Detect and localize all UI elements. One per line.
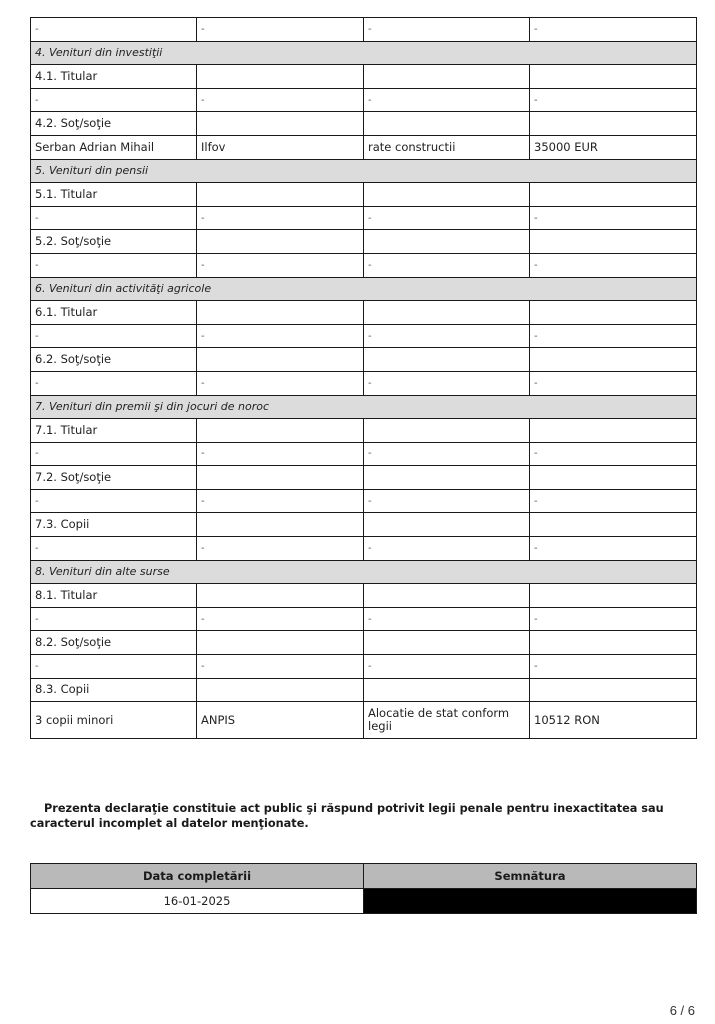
subsection-label-row [31,584,697,608]
service-cell: - [364,371,530,395]
table-row [31,88,697,112]
declaration-statement [30,801,700,831]
subsection-label-row [31,65,697,89]
service-cell: - [364,655,530,679]
service-cell: - [364,18,530,42]
empty-cell [364,631,530,655]
subsection-label-row [31,348,697,372]
source-cell: - [197,489,364,513]
declaration-statement-text: Prezenta declaraţie constituie act public şi răspund potrivit legii penale pentru inexactitatea sau caracterul incomplet al datelor menţionate. [30,802,664,830]
amount-cell: - [530,206,697,230]
service-cell: - [364,489,530,513]
empty-cell [364,112,530,136]
subsection-label-row [31,466,697,490]
empty-cell [197,513,364,537]
subsection-label: 8.1. Titular [31,584,197,608]
beneficiary-cell: - [31,371,197,395]
subsection-label: 7.2. Soţ/soţie [31,466,197,490]
section-header-row [31,41,697,65]
service-cell: Alocatie de stat conform legii [364,702,530,739]
income-table-body [31,18,697,739]
empty-cell [197,183,364,207]
source-cell: - [197,537,364,561]
signature-table [30,863,697,914]
empty-cell [197,348,364,372]
section-header-row [31,395,697,419]
beneficiary-cell: - [31,537,197,561]
section-header-row [31,159,697,183]
table-row [31,371,697,395]
empty-cell [364,584,530,608]
subsection-label-row [31,230,697,254]
service-cell: - [364,607,530,631]
date-header: Data completării [31,864,364,889]
empty-cell [197,65,364,89]
empty-cell [364,466,530,490]
section-header-row [31,277,697,301]
source-cell: - [197,371,364,395]
subsection-label: 7.3. Copii [31,513,197,537]
service-cell: - [364,442,530,466]
empty-cell [197,466,364,490]
beneficiary-cell: - [31,88,197,112]
amount-cell: - [530,371,697,395]
subsection-label-row [31,112,697,136]
source-cell: - [197,18,364,42]
empty-cell [197,584,364,608]
beneficiary-cell: - [31,206,197,230]
subsection-label-row [31,183,697,207]
amount-cell: - [530,442,697,466]
source-cell: - [197,655,364,679]
subsection-label: 5.2. Soţ/soţie [31,230,197,254]
beneficiary-cell: - [31,607,197,631]
empty-cell [530,230,697,254]
page-number: 6 / 6 [669,1003,695,1018]
source-cell: ANPIS [197,702,364,739]
empty-cell [364,183,530,207]
subsection-label: 6.2. Soţ/soţie [31,348,197,372]
empty-cell [364,419,530,443]
beneficiary-cell: - [31,18,197,42]
table-row [31,607,697,631]
subsection-label: 7.1. Titular [31,419,197,443]
amount-cell: - [530,537,697,561]
empty-cell [530,65,697,89]
empty-cell [364,301,530,325]
signature-header: Semnătura [364,864,697,889]
empty-cell [530,348,697,372]
section-title: 7. Venituri din premii şi din jocuri de noroc [31,395,697,419]
subsection-label-row [31,419,697,443]
table-row [31,324,697,348]
beneficiary-cell: - [31,489,197,513]
section-title: 6. Venituri din activităţi agricole [31,277,697,301]
amount-cell: - [530,324,697,348]
completion-date: 16-01-2025 [31,889,364,914]
empty-cell [197,678,364,702]
amount-cell: 35000 EUR [530,135,697,159]
empty-cell [530,631,697,655]
beneficiary-cell: - [31,253,197,277]
source-cell: - [197,442,364,466]
table-row [31,655,697,679]
table-row [31,135,697,159]
amount-cell: - [530,607,697,631]
amount-cell: 10512 RON [530,702,697,739]
source-cell: - [197,253,364,277]
table-row [31,206,697,230]
source-cell: - [197,607,364,631]
empty-cell [197,419,364,443]
source-cell: - [197,206,364,230]
amount-cell: - [530,489,697,513]
table-row [31,253,697,277]
section-title: 5. Venituri din pensii [31,159,697,183]
beneficiary-cell: - [31,655,197,679]
empty-cell [530,678,697,702]
amount-cell: - [530,655,697,679]
subsection-label-row [31,301,697,325]
empty-cell [197,230,364,254]
subsection-label: 4.2. Soţ/soţie [31,112,197,136]
subsection-label: 8.3. Copii [31,678,197,702]
section-title: 4. Venituri din investiţii [31,41,697,65]
income-table [30,17,697,739]
empty-cell [197,112,364,136]
empty-cell [530,513,697,537]
beneficiary-cell: 3 copii minori [31,702,197,739]
empty-cell [530,584,697,608]
subsection-label: 5.1. Titular [31,183,197,207]
empty-cell [364,65,530,89]
source-cell: - [197,88,364,112]
table-row [31,442,697,466]
subsection-label: 6.1. Titular [31,301,197,325]
section-title: 8. Venituri din alte surse [31,560,697,584]
empty-cell [197,301,364,325]
service-cell: - [364,253,530,277]
table-row [31,18,697,42]
empty-cell [197,631,364,655]
signature-redacted [364,889,697,914]
table-row [31,489,697,513]
table-row [31,537,697,561]
source-cell: - [197,324,364,348]
section-header-row [31,560,697,584]
table-row [31,702,697,739]
amount-cell: - [530,88,697,112]
empty-cell [364,230,530,254]
subsection-label-row [31,631,697,655]
empty-cell [530,466,697,490]
empty-cell [530,301,697,325]
empty-cell [530,183,697,207]
signature-table-row [31,889,697,914]
amount-cell: - [530,253,697,277]
source-cell: Ilfov [197,135,364,159]
service-cell: - [364,206,530,230]
subsection-label-row [31,678,697,702]
service-cell: - [364,324,530,348]
service-cell: rate constructii [364,135,530,159]
service-cell: - [364,88,530,112]
subsection-label: 8.2. Soţ/soţie [31,631,197,655]
empty-cell [364,348,530,372]
empty-cell [364,678,530,702]
empty-cell [530,419,697,443]
empty-cell [530,112,697,136]
empty-cell [364,513,530,537]
subsection-label-row [31,513,697,537]
beneficiary-cell: Serban Adrian Mihail [31,135,197,159]
signature-table-header [31,864,697,889]
service-cell: - [364,537,530,561]
subsection-label: 4.1. Titular [31,65,197,89]
amount-cell: - [530,18,697,42]
beneficiary-cell: - [31,324,197,348]
beneficiary-cell: - [31,442,197,466]
